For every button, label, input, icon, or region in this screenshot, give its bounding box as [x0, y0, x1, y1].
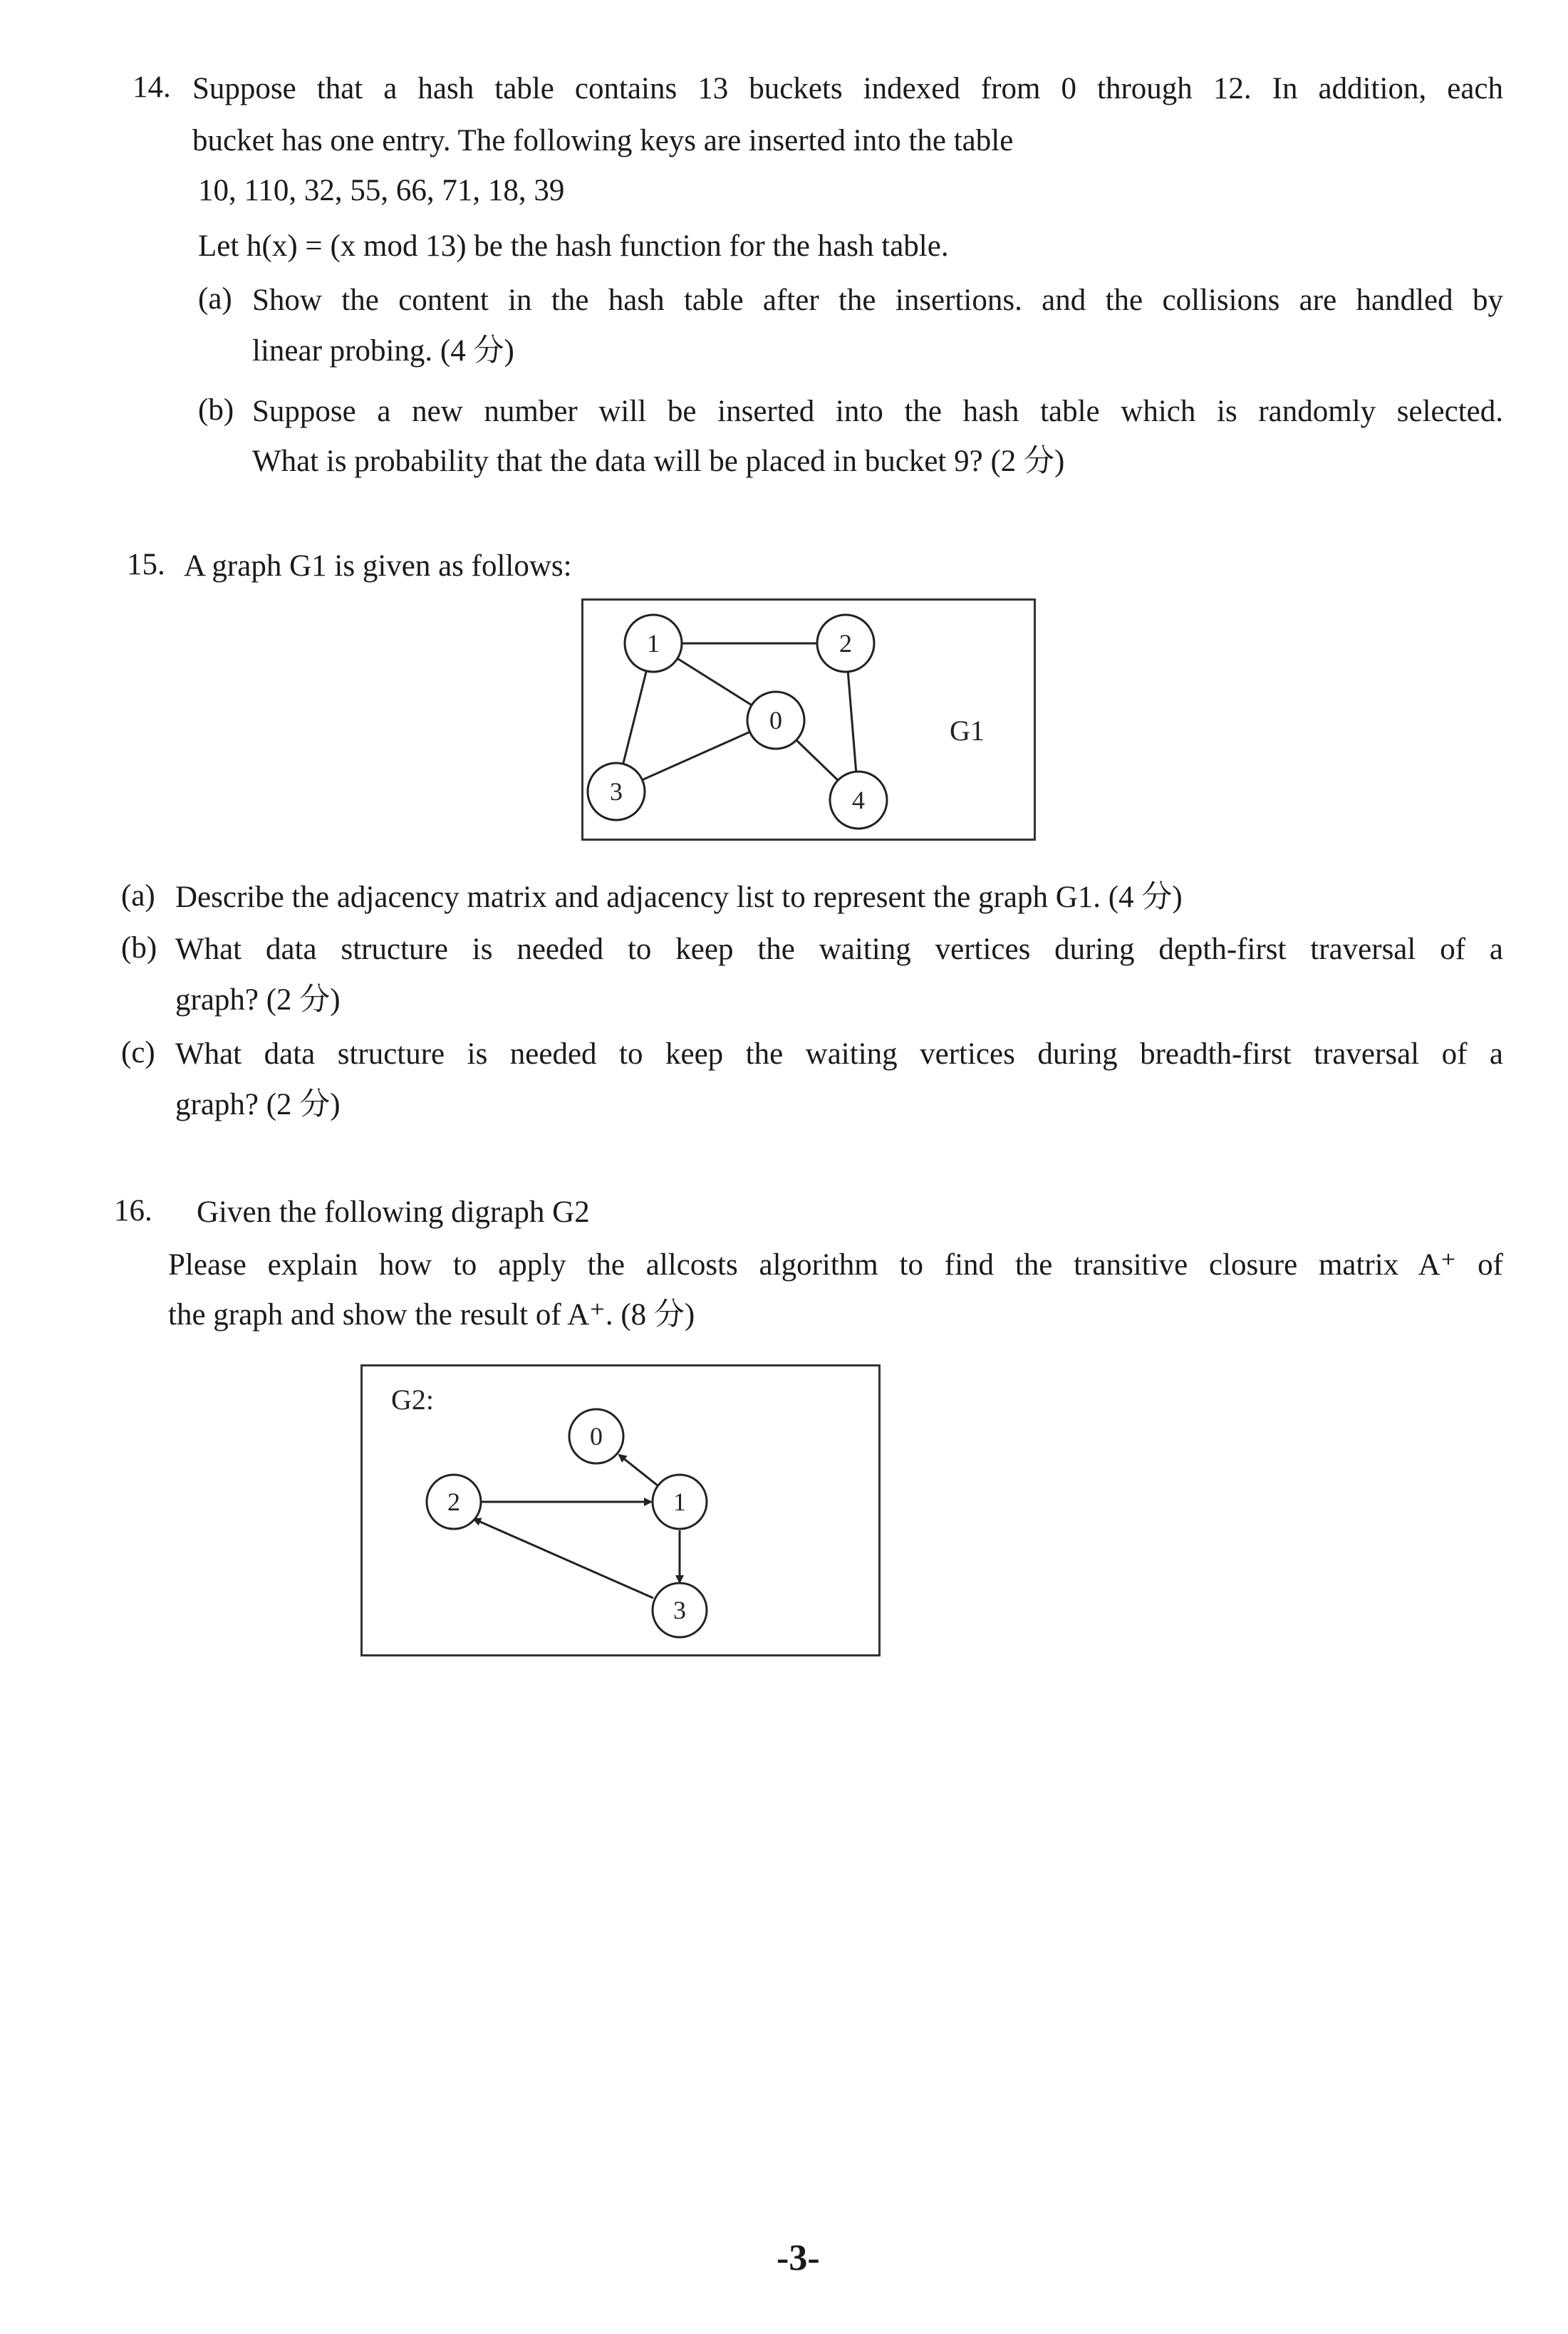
q15-b-line2: graph? (2 分) [175, 983, 341, 1017]
svg-text:1: 1 [647, 629, 660, 658]
q15-number: 15. [127, 548, 165, 581]
q14-number: 14. [133, 71, 171, 104]
svg-text:2: 2 [839, 629, 852, 658]
q14-a-line1: Show the content in the hash table after the insertions. and the collisions are handled by [252, 284, 1503, 317]
q14-a-label: (a) [198, 282, 232, 316]
q15-b-label: (b) [121, 931, 157, 965]
q14-b-line2: What is probability that the data will be placed in bucket 9? (2 分) [252, 445, 1065, 478]
node-0 [569, 1409, 623, 1463]
q15-a-label: (a) [121, 879, 155, 913]
svg-text:0: 0 [769, 706, 782, 735]
q14-a-line2: linear probing. (4 分) [252, 334, 514, 368]
node-3 [653, 1583, 707, 1637]
q15-c-label: (c) [121, 1036, 155, 1069]
svg-text:1: 1 [673, 1488, 686, 1516]
graph-g2-frame [360, 1364, 881, 1656]
q14-b-line1: Suppose a new number will be inserted into the hash table which is randomly selected. [252, 395, 1503, 428]
q15-intro: A graph G1 is given as follows: [184, 549, 572, 583]
svg-text:3: 3 [673, 1596, 686, 1624]
q14-hash: Let h(x) = (x mod 13) be the hash function for the hash table. [198, 229, 949, 263]
page-number: -3- [777, 2238, 820, 2278]
q14-line1: Suppose that a hash table contains 13 buckets indexed from 0 through 12. In addition, each [192, 72, 1503, 105]
q15-c-line1: What data structure is needed to keep the waiting vertices during breadth-first traversal of a [175, 1037, 1503, 1071]
svg-text:4: 4 [852, 786, 865, 814]
q16-line1: Please explain how to apply the allcosts algorithm to find the transitive closure matrix A⁺ of [168, 1248, 1503, 1282]
q14-keys: 10, 110, 32, 55, 66, 71, 18, 39 [198, 174, 565, 207]
node-3 [588, 763, 645, 820]
q16-line2: the graph and show the result of A⁺. (8 分) [168, 1298, 695, 1332]
graph-g1 [583, 601, 1034, 839]
q16-intro: Given the following digraph G2 [197, 1195, 590, 1229]
q15-b-line1: What data structure is needed to keep the waiting vertices during depth-first traversal of a [175, 933, 1503, 966]
node-4 [830, 772, 887, 829]
node-0 [747, 692, 804, 749]
q15-c-line2: graph? (2 分) [175, 1088, 341, 1121]
graph-g1-label: G1 [950, 715, 985, 747]
graph-g2-label: G2: [391, 1384, 434, 1416]
edge-3-2 [474, 1519, 653, 1598]
node-1 [653, 1475, 707, 1529]
graph-g1-frame [581, 598, 1036, 841]
svg-text:2: 2 [447, 1488, 460, 1516]
svg-text:3: 3 [610, 777, 623, 806]
node-2 [427, 1475, 481, 1529]
q15-a-line1: Describe the adjacency matrix and adjacency list to represent the graph G1. (4 分) [175, 881, 1183, 914]
node-1 [625, 615, 682, 672]
node-2 [817, 615, 874, 672]
svg-text:0: 0 [590, 1422, 603, 1451]
q16-number: 16. [114, 1194, 152, 1228]
graph-g2 [363, 1366, 878, 1654]
q14-b-label: (b) [198, 393, 234, 427]
q14-line2: bucket has one entry. The following keys are inserted into the table [192, 124, 1014, 157]
